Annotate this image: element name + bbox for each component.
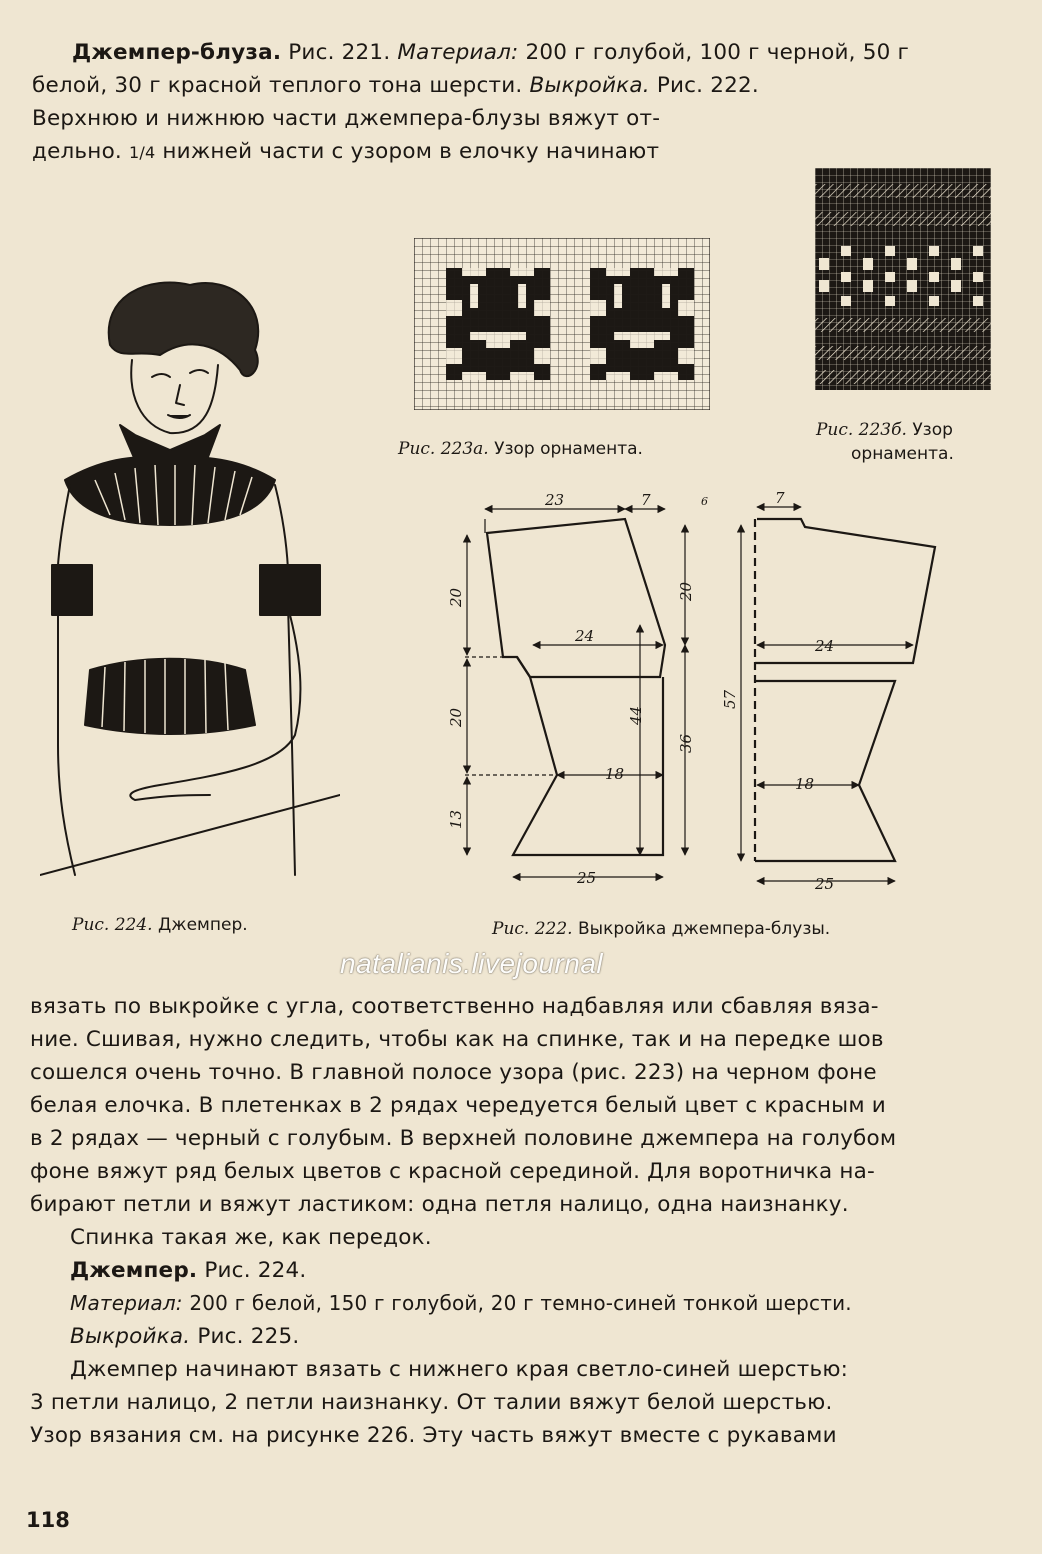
dim-front-sleeve-h: 20 — [677, 581, 695, 601]
fig-224-illustration — [40, 275, 340, 885]
dim-front-armhole: 20 — [447, 587, 465, 607]
back-same-line: Спинка такая же, как передок. — [70, 1225, 432, 1250]
fig-223b-caption: Рис. 223б. Узор орнамента. — [815, 420, 954, 464]
body-line: бирают петли и вяжут ластиком: одна петля налицо, одна наизнанку. — [30, 1192, 849, 1217]
left-sleeve-band — [52, 565, 92, 615]
dim-front-length44: 44 — [627, 705, 645, 725]
right-sleeve-band — [260, 565, 320, 615]
jumper-title-line: Джемпер. Рис. 224. — [70, 1258, 307, 1283]
body-line: сошелся очень точно. В главной полосе узора (рис. 223) на черном фоне — [30, 1060, 877, 1085]
fig-222-pattern — [445, 485, 965, 895]
dim-front-length36: 36 — [677, 733, 695, 753]
jumper-body-line: 3 петли налицо, 2 петли наизнанку. От талии вяжут белой шерстью. — [30, 1390, 833, 1415]
fig-222-caption: Рис. 222. Выкройка джемпера-блузы. — [492, 919, 831, 939]
dim-front-hip-h: 13 — [447, 809, 465, 829]
jumper-section-title: Джемпер. — [70, 1258, 198, 1283]
dim-back-length57: 57 — [721, 689, 739, 709]
dim-back-hem: 25 — [815, 875, 835, 893]
dim-front-waist: 18 — [605, 765, 625, 783]
dim-front-waist-h: 20 — [447, 707, 465, 727]
dim-back-waist: 18 — [795, 775, 815, 793]
intro-line-3: Верхнюю и нижнюю части джемпера-блузы вяжут от- — [32, 106, 661, 131]
front-piece — [487, 519, 665, 855]
dim-front-chest: 24 — [575, 627, 595, 645]
body-line: ние. Сшивая, нужно следить, чтобы как на спинке, так и на передке шов — [30, 1027, 884, 1052]
dim-back-chest: 24 — [815, 637, 835, 655]
fig-223b-chart — [815, 168, 991, 390]
jumper-body-line: Джемпер начинают вязать с нижнего края светло-синей шерстью: — [70, 1357, 849, 1382]
jumper-material-line: Материал: 200 г белой, 150 г голубой, 20 г темно-синей тонкой шерсти. — [70, 1291, 852, 1315]
intro-paragraph-cont — [32, 102, 782, 169]
fig-224-caption: Рис. 224. Джемпер. — [72, 915, 248, 935]
back-piece — [755, 519, 935, 861]
section-title: Джемпер-блуза. — [72, 40, 282, 65]
fig-223a-caption: Рис. 223а. Узор орнамента. — [398, 439, 643, 459]
dim-front-neck: 7 — [641, 491, 651, 509]
dim-back-neck: 7 — [775, 489, 785, 507]
body-line: в 2 рядах — черный с голубым. В верхней половине джемпера на голубом — [30, 1126, 897, 1151]
body-line: вязать по выкройке с угла, соответственно надбавляя или сбавляя вяза- — [30, 994, 879, 1019]
dim-front-hem: 25 — [577, 869, 597, 887]
dim-front-shoulder: 23 — [545, 491, 565, 509]
body-line: фоне вяжут ряд белых цветов с красной серединой. Для воротничка на- — [30, 1159, 875, 1184]
body-paragraph — [30, 990, 1022, 1452]
watermark: natalianis.livejournal — [340, 948, 604, 979]
page-number: 118 — [26, 1508, 70, 1532]
intro-line-4: дельно. 1/4 нижней части с узором в елочку начинают — [32, 139, 660, 164]
waist-peplum — [85, 659, 255, 734]
intro-line-1: Джемпер-блуза. Рис. 221. Материал: 200 г голубой, 100 г черной, 50 г — [72, 40, 910, 65]
yoke — [65, 457, 275, 525]
jumper-body-line: Узор вязания см. на рисунке 226. Эту часть вяжут вместе с рукавами — [30, 1423, 837, 1448]
body-line: белая елочка. В плетенках в 2 рядах чередуется белый цвет с красным и — [30, 1093, 886, 1118]
fig-223a-chart — [414, 238, 710, 410]
intro-paragraph — [32, 36, 1022, 102]
intro-line-2: белой, 30 г красной теплого тона шерсти. Выкройка. Рис. 222. — [32, 73, 759, 98]
jumper-pattern-line: Выкройка. Рис. 225. — [70, 1324, 300, 1349]
dim-front-six: 6 — [701, 495, 708, 508]
